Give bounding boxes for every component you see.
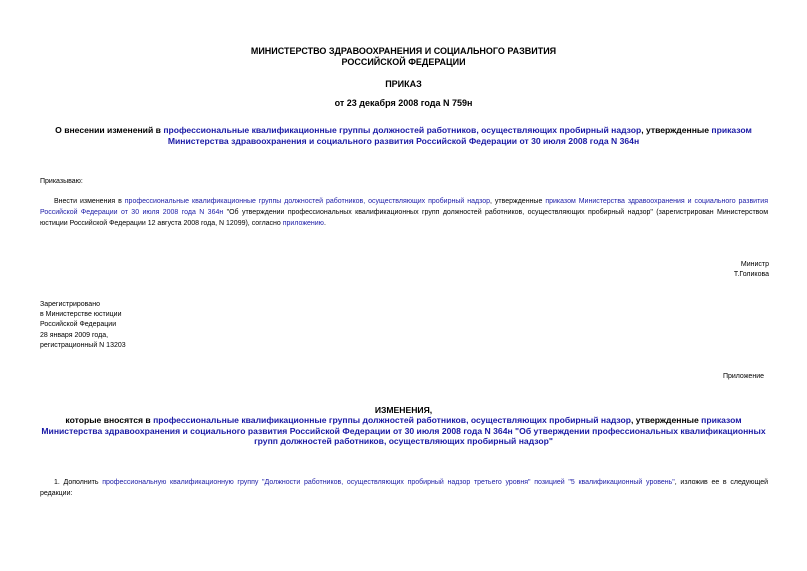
ministry-line-2: РОССИЙСКОЙ ФЕДЕРАЦИИ: [341, 57, 466, 67]
registration-line-4: 28 января 2009 года,: [40, 331, 109, 339]
registration-line-5: регистрационный N 13203: [40, 341, 126, 349]
item1-link-professional-group[interactable]: профессиональную квалификационную группу "Должности работников, осуществляющих пробирный надзор третьего уровня" позицией "5 квалификационный уровень": [102, 479, 675, 486]
ministry-header: [40, 46, 767, 68]
title-text-2: , утвержденные: [641, 125, 712, 135]
changes-subtitle: [40, 415, 767, 447]
registration-line-3: Российской Федерации: [40, 321, 117, 329]
signature-position: Министр: [740, 261, 769, 268]
decree-text-4: .: [323, 220, 326, 227]
changes-link-professional-groups[interactable]: профессиональные квалификационные группы должностей работников, осуществляющих пробирный надзор: [153, 415, 631, 425]
order-label: ПРИКАЗ: [385, 79, 422, 89]
changes-link-order-364n[interactable]: приказом Министерства здравоохранения и социального развития Российской Федерации от 30 июля 2008 года N 364н "Об утверждении профессиональных квалификационных групп должностей работников, осуществляющих пробирный надзор": [41, 415, 766, 447]
registration-line-2: в Министерстве юстиции: [40, 311, 122, 319]
registration-line-1: Зарегистрировано: [40, 301, 100, 308]
changes-heading: ИЗМЕНЕНИЯ,: [374, 405, 433, 415]
title-link-professional-groups[interactable]: профессиональные квалификационные группы должностей работников, осуществляющих пробирный надзор: [163, 125, 642, 135]
item1-text-2: , изложив ее в следующей редакции:: [40, 479, 768, 497]
decree-link-order-364n[interactable]: приказом Министерства здравоохранения и социального развития Российской Федерации от 30 июля 2008 года N 364н: [40, 198, 768, 216]
decree-link-professional-groups[interactable]: профессиональные квалификационные группы должностей работников, осуществляющих пробирный надзор: [124, 198, 491, 205]
decree-text-3: "Об утверждении профессиональных квалификационных групп должностей работников, осуществляющих пробирный надзор" (зарегистрирован Министерством юстиции Российской Федерации 12 августа 2008 года, N 12099), согласно: [40, 209, 769, 227]
decree-text-2: , утвержденные: [490, 198, 546, 205]
changes-text-2: , утвержденные: [630, 415, 702, 425]
decree-word: Приказываю:: [40, 178, 83, 185]
changes-text-1: которые вносятся в: [65, 415, 154, 425]
ministry-line-1: МИНИСТЕРСТВО ЗДРАВООХРАНЕНИЯ И СОЦИАЛЬНОГО РАЗВИТИЯ: [250, 46, 557, 56]
signature-block: [734, 260, 769, 280]
appendix-label: Приложение: [722, 373, 764, 380]
title-text-1: О внесении изменений в: [55, 125, 164, 135]
decree-body: [40, 196, 768, 229]
registration-block: [40, 300, 126, 351]
item-1: [40, 477, 768, 499]
decree-link-appendix[interactable]: приложению: [282, 220, 324, 227]
decree-text-1: Внести изменения в: [54, 198, 125, 205]
order-title: [36, 125, 771, 147]
order-date: от 23 декабря 2008 года N 759н: [334, 98, 473, 108]
signature-name: Т.Голикова: [733, 271, 769, 278]
title-link-order-364n[interactable]: приказом Министерства здравоохранения и социального развития Российской Федерации от 30 июля 2008 года N 364н: [167, 125, 752, 146]
item1-text-1: 1. Дополнить: [54, 479, 103, 486]
